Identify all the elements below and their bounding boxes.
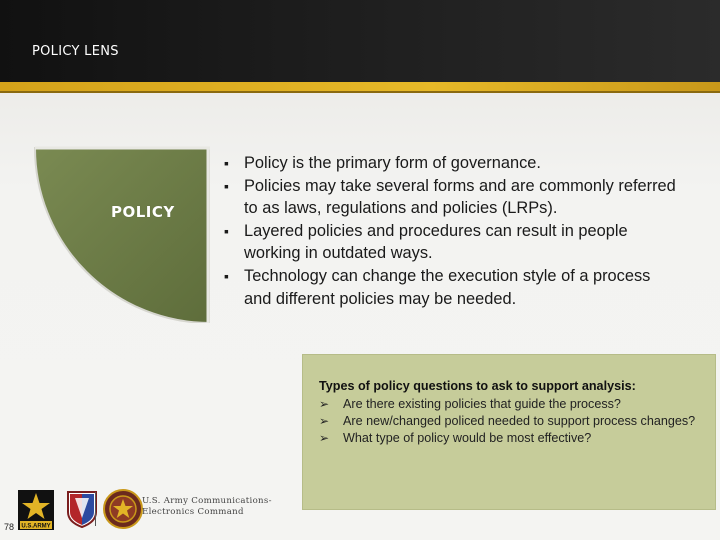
army-star-logo [18, 490, 54, 530]
command-name-line: U.S. Army Communications- [142, 496, 272, 506]
policy-label: POLICY [111, 203, 175, 221]
bullet-item: ▪ Layered policies and procedures can result in people working in outdated ways. [222, 220, 682, 265]
logo-divider [95, 492, 96, 526]
questions-title: Types of policy questions to ask to support analysis: [319, 379, 636, 393]
gold-accent-line [0, 91, 720, 93]
command-name-line: Electronics Command [142, 507, 244, 517]
questions-box [302, 354, 716, 510]
question-item: ➢ Are there existing policies that guide the process? [319, 396, 699, 413]
shield-insignia-icon [66, 490, 98, 528]
questions-list [319, 396, 699, 447]
gold-accent-bar [0, 82, 720, 91]
bullet-item: ▪ Policies may take several forms and are commonly referred to as laws, regulations and policies (LRPs). [222, 175, 682, 220]
page-number: 78 [4, 522, 15, 532]
header-bar [0, 0, 720, 82]
command-name [142, 496, 282, 518]
bullet-list [222, 152, 682, 310]
slide-title: POLICY LENS [32, 44, 119, 59]
bullet-item: ▪ Policy is the primary form of governance. [222, 152, 682, 175]
quarter-circle-icon [32, 145, 210, 323]
command-seal-icon [102, 488, 144, 530]
bullet-item: ▪ Technology can change the execution style of a process and different policies may be needed. [222, 265, 682, 310]
army-logo-text: U.S.ARMY [21, 523, 51, 530]
question-item: ➢ Are new/changed policed needed to support process changes? [319, 413, 699, 430]
footer-logos [18, 484, 288, 536]
question-item: ➢ What type of policy would be most effective? [319, 430, 699, 447]
